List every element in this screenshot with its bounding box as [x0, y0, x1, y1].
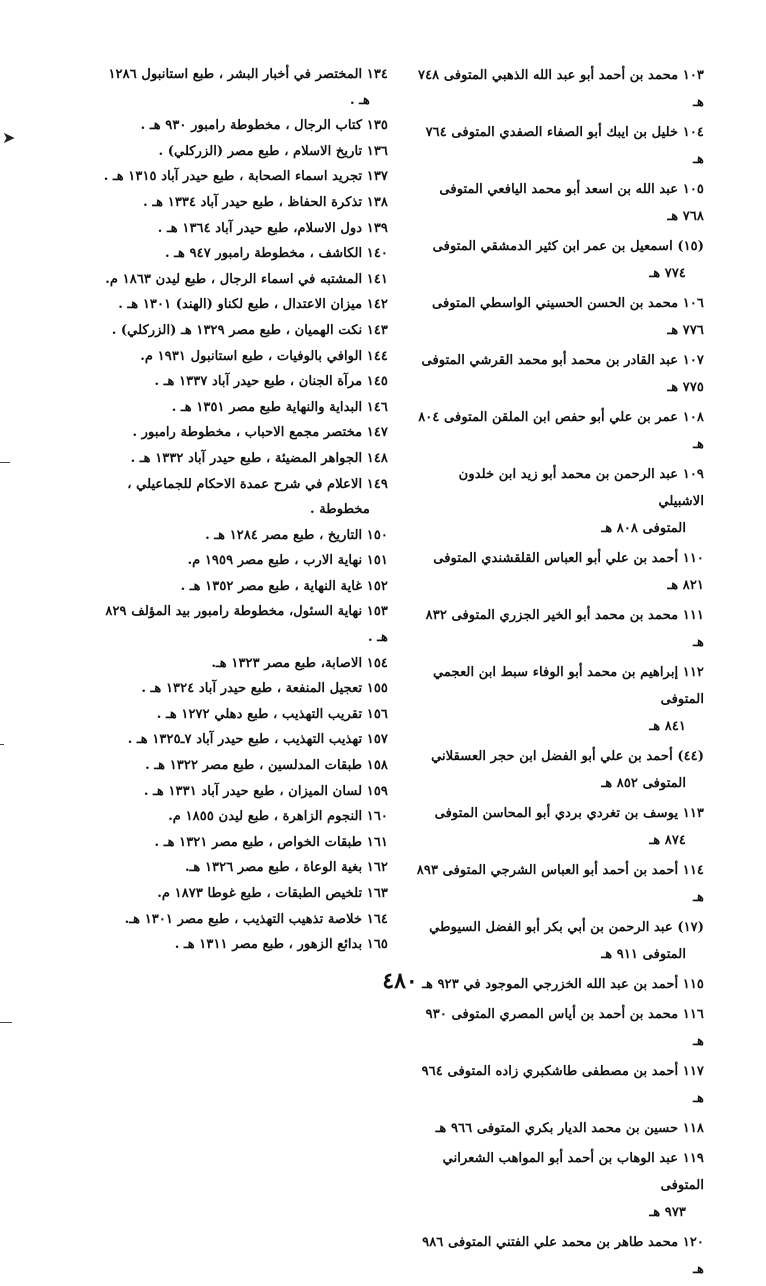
bibliography-entry: [100, 318, 388, 344]
entry-text: ١٥٠ التاريخ ، طبع مصر ١٢٨٤ هـ .: [205, 527, 388, 543]
entry-text: ١٤١ المشتبه في اسماء الرجال ، طبع ليدن ١٨٦٣ م.: [105, 271, 388, 287]
bibliography-entry: [414, 1145, 704, 1226]
entry-text: ١٥٨ طبقات المدلسين ، طبع مصر ١٣٢٢ هـ .: [145, 758, 388, 774]
entry-text: ١٤٤ الوافي بالوفيات ، طبع استانبول ١٩٣١ م.: [140, 348, 388, 364]
entry-text: ١٤٨ الجواهر المضيئة ، طبع حيدر آباد ١٣٣٢ هـ .: [130, 450, 388, 466]
bibliography-entry: [100, 395, 388, 421]
right-column: [414, 62, 704, 1286]
entry-text: ١١٦ محمد بن أحمد بن أياس المصري المتوفى ٩٣٠ هـ: [425, 1007, 704, 1049]
bibliography-entry: [414, 1001, 704, 1055]
bibliography-entry: [100, 164, 388, 190]
entry-text: ١٥٧ تهذيب التهذيب ، طبع حيدر آباد ٧ـ١٣٢٥ هـ .: [127, 732, 388, 748]
entry-text: ١٥٩ لسان الميزان ، طبع حيدر آباد ١٣٣١ هـ .: [143, 783, 388, 799]
entry-text: ١٥٦ تقريب التهذيب ، طبع دهلي ١٢٧٢ هـ .: [156, 706, 388, 722]
bibliography-entry: [100, 932, 388, 958]
bibliography-entry: [100, 651, 388, 677]
bibliography-entry: [100, 292, 388, 318]
bibliography-entry: [414, 233, 704, 287]
entry-text: ١٠٧ عبد القادر بن محمد أبو محمد القرشي المتوفى ٧٧٥ هـ: [421, 353, 704, 395]
bibliography-entry: [100, 139, 388, 165]
entry-continuation: ٩٧٣ هـ: [649, 1205, 686, 1220]
bibliography-entry: [414, 461, 704, 542]
bibliography-entry: [100, 62, 388, 113]
entry-text: ١٤٥ مرآة الجنان ، طبع حيدر آباد ١٣٣٧ هـ .: [154, 374, 388, 390]
entry-text: ١١٨ حسين بن محمد الديار بكري المتوفى ٩٦٦ هـ: [435, 1121, 704, 1136]
entry-text: ١٠٥ عبد الله بن اسعد أبو محمد اليافعي المتوفى ٧٦٨ هـ: [439, 182, 704, 224]
entry-text: ١٠٦ محمد بن الحسن الحسيني الواسطي المتوفى ٧٧٦ هـ: [432, 296, 704, 338]
entry-text: ١١٤ أحمد بن أحمد أبو العباس الشرجي المتوفى ٨٩٣ هـ: [416, 863, 704, 905]
bibliography-entry: [414, 602, 704, 656]
bibliography-entry: [100, 344, 388, 370]
entry-text: ١٦٢ بغية الوعاة ، طبع مصر ١٣٢٦ هـ.: [184, 860, 388, 876]
entry-continuation: مخطوطة .: [310, 502, 370, 518]
entry-text: ١٣٩ دول الاسلام، طبع حيدر آباد ١٣٦٤ هـ .: [157, 220, 388, 236]
entry-text: ١٦٠ النجوم الزاهرة ، طبع ليدن ١٨٥٥ م.: [168, 809, 388, 825]
left-column: [100, 62, 388, 958]
entry-text: ١١٩ عبد الوهاب بن أحمد أبو المواهب الشعراني المتوفى: [442, 1151, 704, 1193]
bibliography-entry: [100, 881, 388, 907]
scan-edge-mark: ➤: [2, 128, 16, 147]
entry-text: ١٤٣ نكت الهميان ، طبع مصر ١٣٢٩ هـ (الزركلي) .: [111, 322, 388, 338]
entry-text: ١٥٥ تعجيل المنفعة ، طبع حيدر آباد ١٣٢٤ هـ .: [141, 681, 388, 697]
entry-text: (١٥) اسمعيل بن عمر ابن كثير الدمشقي المتوفى: [432, 239, 704, 254]
entry-continuation: ٨٧٤ هـ: [649, 833, 686, 848]
bibliography-entry: [100, 523, 388, 549]
entry-text: ١٤٦ البداية والنهاية طبع مصر ١٣٥١ هـ .: [171, 399, 388, 415]
bibliography-entry: [414, 347, 704, 401]
entry-text: ١٥٣ نهاية السئول، مخطوطة رامبور بيد المؤلف ٨٢٩ هـ .: [105, 604, 388, 646]
bibliography-entry: [100, 830, 388, 856]
scan-edge-line: [0, 1022, 12, 1023]
bibliography-entry: [100, 779, 388, 805]
entry-text: ١١٣ يوسف بن تغردي بردي أبو المحاسن المتوفى: [434, 806, 704, 821]
entry-continuation: المتوفى ٨٥٢ هـ: [601, 776, 686, 791]
bibliography-entry: [100, 216, 388, 242]
entry-text: ١٣٥ كتاب الرجال ، مخطوطة رامبور ٩٣٠ هـ .: [140, 118, 388, 134]
bibliography-entry: [100, 190, 388, 216]
entry-text: (١٧) عبد الرحمن بن أبي بكر أبو الفضل السيوطي: [429, 920, 704, 935]
page-number: ٤٨٠: [382, 968, 418, 994]
entry-text: ١٠٩ عبد الرحمن بن محمد أبو زيد ابن خلدون الاشبيلي: [458, 467, 704, 509]
bibliography-entry: [100, 420, 388, 446]
bibliography-entry: [414, 62, 704, 116]
entry-text: ١٤٩ الاعلام في شرح عمدة الاحكام للجماعيلي ،: [127, 476, 388, 492]
entry-text: ١٣٨ تذكرة الحفاظ ، طبع حيدر آباد ١٣٣٤ هـ .: [143, 194, 388, 210]
bibliography-entry: [100, 804, 388, 830]
entry-text: ١٢٠ محمد طاهر بن محمد علي الفتني المتوفى ٩٨٦ هـ: [422, 1235, 704, 1277]
bibliography-entry: [100, 446, 388, 472]
bibliography-entry: [100, 472, 388, 523]
entry-text: ١٦٤ خلاصة تذهيب التهذيب ، طبع مصر ١٣٠١ هـ.: [124, 911, 388, 927]
bibliography-entry: [100, 727, 388, 753]
bibliography-entry: [100, 753, 388, 779]
entry-text: ١٤٧ مختصر مجمع الاحباب ، مخطوطة رامبور .: [132, 425, 388, 441]
scan-edge-line: [0, 744, 4, 745]
entry-continuation: ٧٧٤ هـ: [649, 266, 686, 281]
bibliography-entry: [414, 1058, 704, 1112]
entry-continuation: ٨٤١ هـ: [649, 719, 686, 734]
entry-text: ١٥٤ الاصابة، طبع مصر ١٣٢٣ هـ.: [211, 655, 388, 671]
entry-text: (٤٤) أحمد بن علي أبو الفضل ابن حجر العسقلاني: [431, 749, 704, 764]
bibliography-entry: [100, 702, 388, 728]
bibliography-entry: [100, 907, 388, 933]
bibliography-entry: [414, 743, 704, 797]
entry-text: ١٤٠ الكاشف ، مخطوطة رامبور ٩٤٧ هـ .: [164, 246, 388, 262]
bibliography-entry: [100, 241, 388, 267]
entry-text: ١٠٣ محمد بن أحمد أبو عبد الله الذهبي المتوفى ٧٤٨ هـ: [418, 68, 704, 110]
bibliography-entry: [414, 119, 704, 173]
bibliography-entry: [414, 176, 704, 230]
entry-text: ١١٧ أحمد بن مصطفى طاشكبري زاده المتوفى ٩٦٤ هـ: [421, 1064, 704, 1106]
entry-text: ١٦٣ تلخيص الطبقات ، طبع غوطا ١٨٧٣ م.: [157, 886, 388, 901]
entry-continuation: هـ .: [349, 92, 370, 108]
bibliography-entry: [100, 113, 388, 139]
scan-edge-line: [0, 462, 10, 463]
entry-text: ١٠٨ عمر بن علي أبو حفص ابن الملقن المتوفى ٨٠٤ هـ: [418, 410, 704, 452]
bibliography-entry: [100, 599, 388, 650]
bibliography-entry: [100, 548, 388, 574]
bibliography-entry: [414, 290, 704, 344]
bibliography-entry: [414, 1229, 704, 1283]
entry-text: ١١٠ أحمد بن علي أبو العباس القلقشندي المتوفى ٨٢١ هـ: [433, 551, 704, 593]
bibliography-entry: [414, 1115, 704, 1142]
entry-text: ١١٥ أحمد بن عبد الله الخزرجي الموجود في ٩٢٣ هـ: [422, 977, 704, 992]
bibliography-entry: [100, 369, 388, 395]
entry-text: ١٣٤ المختصر في أخبار البشر ، طبع استانبول ١٢٨٦: [108, 67, 388, 82]
bibliography-entry: [414, 971, 704, 998]
bibliography-entry: [414, 800, 704, 854]
entry-text: ١٠٤ خليل بن ايبك أبو الصفاء الصفدي المتوفى ٧٦٤ هـ: [425, 125, 704, 167]
entry-text: ١٥٢ غاية النهاية ، طبع مصر ١٣٥٢ هـ .: [180, 578, 388, 594]
entry-text: ١١٢ إبراهيم بن محمد أبو الوفاء سبط ابن العجمي المتوفى: [432, 665, 704, 707]
bibliography-entry: [414, 404, 704, 458]
entry-text: ١٥١ نهاية الارب ، طبع مصر ١٩٥٩ م.: [187, 553, 388, 569]
entry-continuation: المتوفى ٩١١ هـ: [601, 947, 686, 962]
entry-text: ١١١ محمد بن محمد أبو الخير الجزري المتوفى ٨٣٢ هـ: [425, 608, 704, 650]
bibliography-entry: [100, 676, 388, 702]
entry-continuation: المتوفى ٨٠٨ هـ: [601, 521, 686, 536]
entry-text: ١٤٢ ميزان الاعتدال ، طبع لكناو (الهند) ١٣٠١ هـ .: [118, 297, 388, 313]
entry-text: ١٦١ طبقات الخواص ، طبع مصر ١٣٢١ هـ .: [154, 834, 388, 850]
bibliography-entry: [100, 855, 388, 881]
entry-text: ١٦٥ بدائع الزهور ، طبع مصر ١٣١١ هـ .: [174, 937, 388, 953]
entry-text: ١٣٦ تاريخ الاسلام ، طبع مصر (الزركلي) .: [158, 143, 388, 159]
bibliography-entry: [100, 574, 388, 600]
bibliography-entry: [414, 545, 704, 599]
bibliography-entry: [414, 659, 704, 740]
bibliography-entry: [414, 914, 704, 968]
bibliography-entry: [100, 267, 388, 293]
bibliography-entry: [414, 857, 704, 911]
entry-text: ١٣٧ تجريد اسماء الصحابة ، طبع حيدر آباد ١٣١٥ هـ .: [103, 169, 388, 185]
